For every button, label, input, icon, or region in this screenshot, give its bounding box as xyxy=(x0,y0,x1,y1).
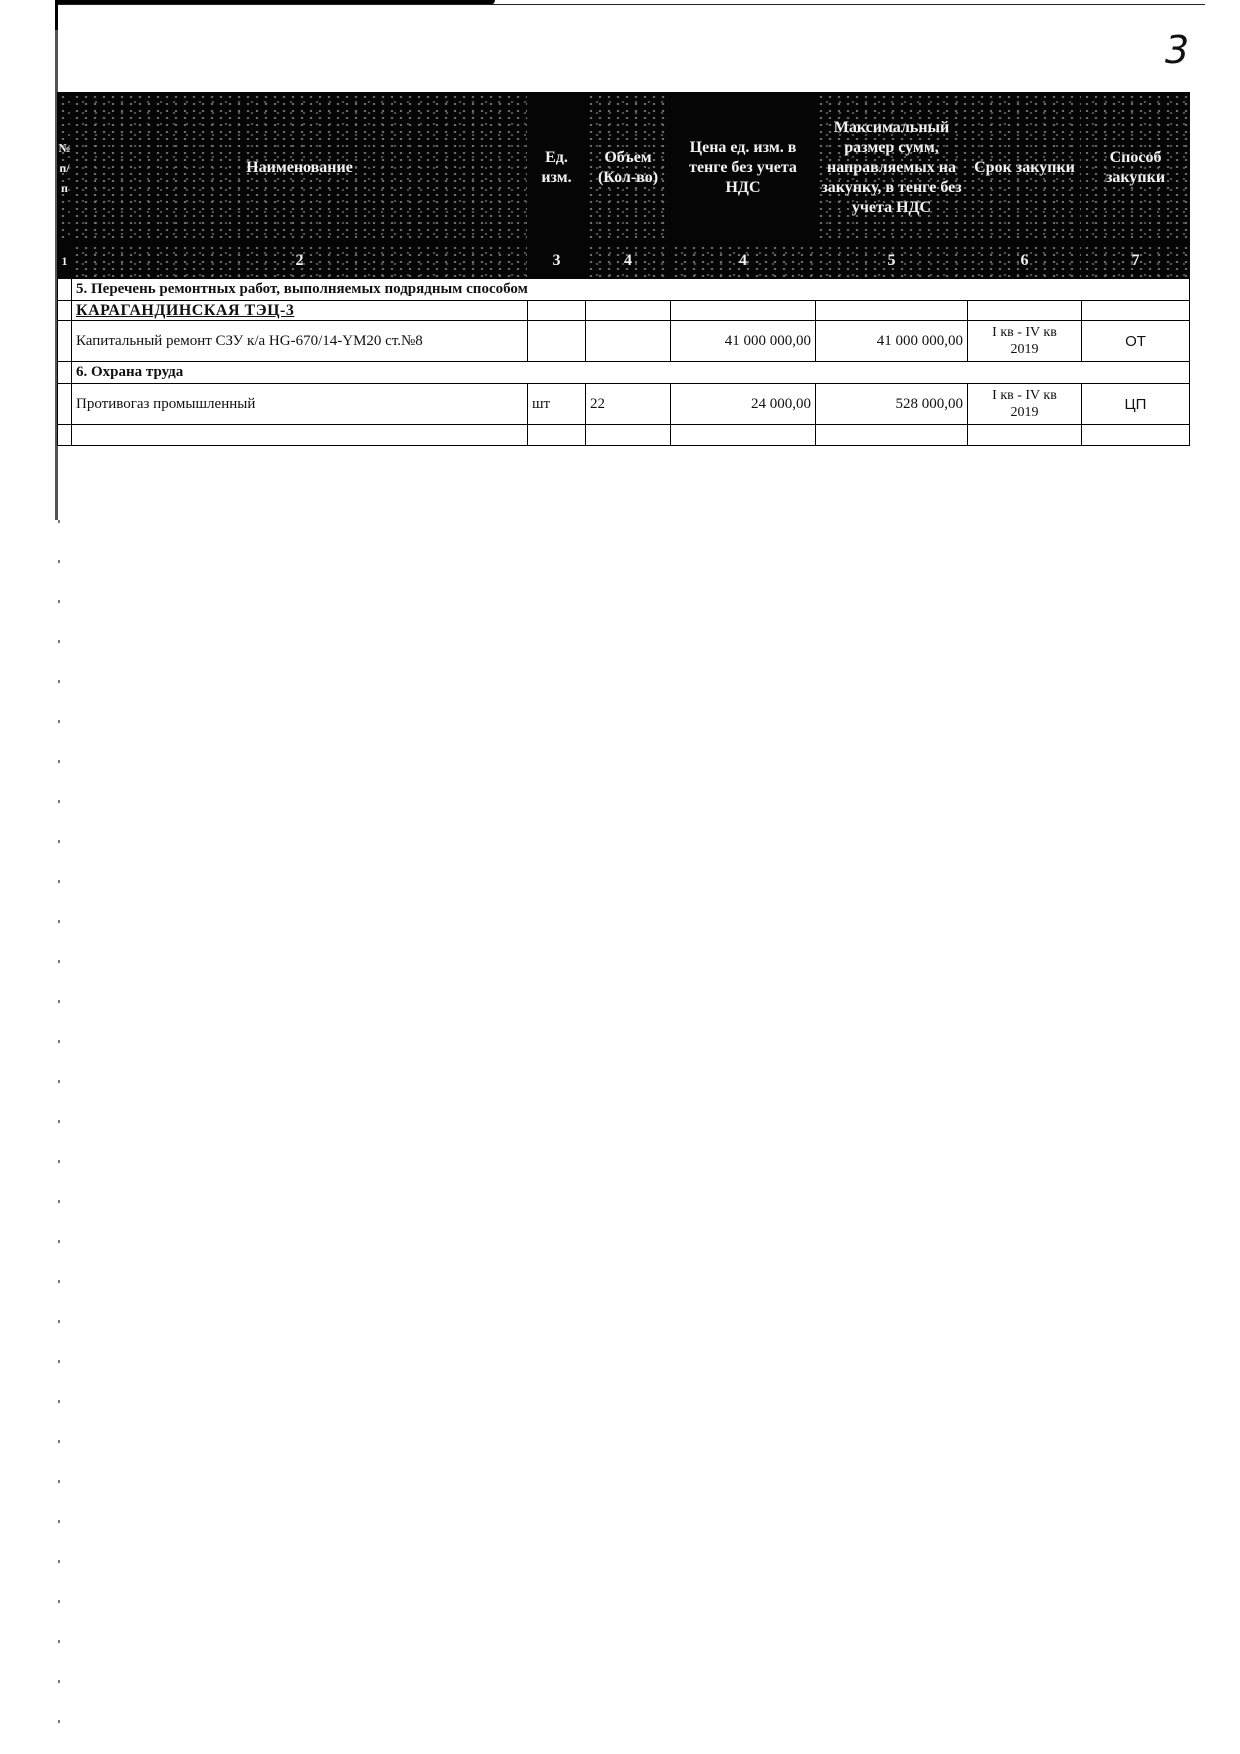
procurement-table xyxy=(57,92,1190,446)
item-max-sum: 528 000,00 xyxy=(816,384,968,425)
index-max-sum: 5 xyxy=(816,244,968,279)
row-marker xyxy=(58,279,72,301)
item-period xyxy=(968,321,1082,362)
row-marker xyxy=(58,362,72,384)
section-5-title: 5. Перечень ремонтных работ, выполняемых подрядным способом xyxy=(72,279,1190,301)
item-unit xyxy=(528,321,586,362)
page-number: 3 xyxy=(1165,28,1190,72)
scan-left-dots xyxy=(58,520,60,1750)
header-unit: Ед. изм. xyxy=(528,93,586,244)
row-marker xyxy=(58,301,72,321)
item-period xyxy=(968,384,1082,425)
index-qty: 4 xyxy=(586,244,671,279)
header-name: Наименование xyxy=(72,93,528,244)
header-row xyxy=(58,93,1190,244)
index-period: 6 xyxy=(968,244,1082,279)
item-qty: 22 xyxy=(586,384,671,425)
scan-top-line xyxy=(55,4,1205,5)
item-price: 24 000,00 xyxy=(671,384,816,425)
item-price: 41 000 000,00 xyxy=(671,321,816,362)
item-method: ОТ xyxy=(1082,321,1190,362)
header-max-sum: Максимальный размер сумм, направляемых на закупку, в тенге без учета НДС xyxy=(816,93,968,244)
empty-row xyxy=(58,425,1190,446)
org-row xyxy=(58,301,1190,321)
item-name: Противогаз промышленный xyxy=(72,384,528,425)
row-marker xyxy=(58,321,72,362)
item-period-year: 2019 xyxy=(1010,342,1039,357)
item-max-sum: 41 000 000,00 xyxy=(816,321,968,362)
header-qty: Объем (Кол-во) xyxy=(586,93,671,244)
header-num: № п/п xyxy=(58,93,72,244)
table-row xyxy=(58,321,1190,362)
section-6-row xyxy=(58,362,1190,384)
item-period-quarters: I кв - IV кв xyxy=(992,325,1057,340)
header-period: Срок закупки xyxy=(968,93,1082,244)
index-unit: 3 xyxy=(528,244,586,279)
index-method: 7 xyxy=(1082,244,1190,279)
section-6-title: 6. Охрана труда xyxy=(72,362,1190,384)
index-price: 4 xyxy=(671,244,816,279)
item-method: ЦП xyxy=(1082,384,1190,425)
item-period-year: 2019 xyxy=(1010,405,1039,420)
header-price: Цена ед. изм. в тенге без учета НДС xyxy=(671,93,816,244)
org-name: КАРАГАНДИНСКАЯ ТЭЦ-3 xyxy=(72,301,528,321)
section-5-row xyxy=(58,279,1190,301)
item-qty xyxy=(586,321,671,362)
column-index-row xyxy=(58,244,1190,279)
index-num: 1 xyxy=(58,244,72,279)
item-name: Капитальный ремонт СЗУ к/а HG-670/14-YM20 ст.№8 xyxy=(72,321,528,362)
row-marker xyxy=(58,384,72,425)
index-name: 2 xyxy=(72,244,528,279)
item-unit: шт xyxy=(528,384,586,425)
item-period-quarters: I кв - IV кв xyxy=(992,388,1057,403)
table-row xyxy=(58,384,1190,425)
header-method: Способ закупки xyxy=(1082,93,1190,244)
